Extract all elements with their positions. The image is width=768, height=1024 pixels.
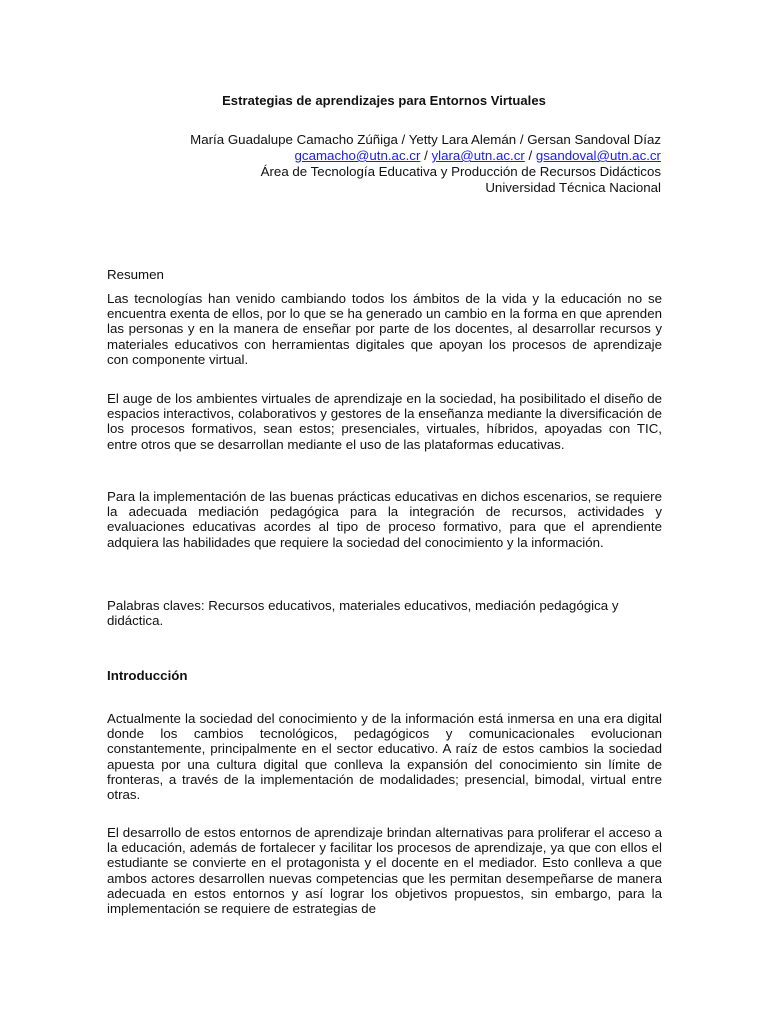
email-separator: / [524,148,536,163]
keywords-line: Palabras claves: Recursos educativos, materiales educativos, mediación pedagógica y didáctica. [107,598,619,629]
introduction-paragraph: El desarrollo de estos entornos de aprendizaje brindan alternativas para proliferar el acceso a la educación, además de fortalecer y facilitar los procesos de aprendizaje, ya que con ellos el estudiante se convierte en el protagonista y el docente en el mediador. Esto conlleva a que ambos actores desarrollen nuevas competencias que les permitan desempeñarse de manera adecuada en estos entornos y así lograr los objetivos propuestos, sin embargo, para la implementación se requiere de estrategias de [107,825,662,917]
author-university: Universidad Técnica Nacional [485,180,661,195]
email-link-ylara[interactable]: ylara@utn.ac.cr [431,148,525,163]
author-department: Área de Tecnología Educativa y Producción de Recursos Didácticos [260,164,661,179]
author-emails [101,148,661,164]
abstract-paragraph: El auge de los ambientes virtuales de aprendizaje en la sociedad, ha posibilitado el diseño de espacios interactivos, colaborativos y gestores de la enseñanza mediante la diversificación de los procesos formativos, sean estos; presenciales, virtuales, híbridos, apoyadas con TIC, entre otros que se desarrollan mediante el uso de las plataformas educativas. [107,391,662,452]
author-names: María Guadalupe Camacho Zúñiga / Yetty Lara Alemán / Gersan Sandoval Díaz [190,132,661,147]
abstract-heading: Resumen [107,267,164,282]
email-link-gcamacho[interactable]: gcamacho@utn.ac.cr [294,148,421,163]
abstract-paragraph: Para la implementación de las buenas prácticas educativas en dichos escenarios, se requiere la adecuada mediación pedagógica para la integración de recursos, actividades y evaluaciones educativas acordes al tipo de proceso formativo, para que el aprendiente adquiera las habilidades que requiere la sociedad del conocimiento y la información. [107,489,662,550]
abstract-paragraph: Las tecnologías han venido cambiando todos los ámbitos de la vida y la educación no se encuentra exenta de ellos, por lo que se ha generado un cambio en la forma en que aprenden las personas y en la manera de enseñar por parte de los docentes, al desarrollar recursos y materiales educativos con herramientas digitales que apoyan los procesos de aprendizaje con componente virtual. [107,291,662,367]
email-link-gsandoval[interactable]: gsandoval@utn.ac.cr [535,148,661,163]
introduction-heading: Introducción [107,668,188,683]
author-info [101,132,661,196]
email-separator: / [420,148,432,163]
introduction-paragraph: Actualmente la sociedad del conocimiento y de la información está inmersa en una era digital donde los cambios tecnológicos, pedagógicos y comunicacionales evolucionan constantemente, principalmente en el sector educativo. A raíz de estos cambios la sociedad apuesta por una cultura digital que conlleva la expansión del conocimiento sin límite de fronteras, a través de la implementación de modalidades; presencial, bimodal, virtual entre otras. [107,711,662,803]
document-title: Estrategias de aprendizajes para Entornos Virtuales [222,93,546,108]
